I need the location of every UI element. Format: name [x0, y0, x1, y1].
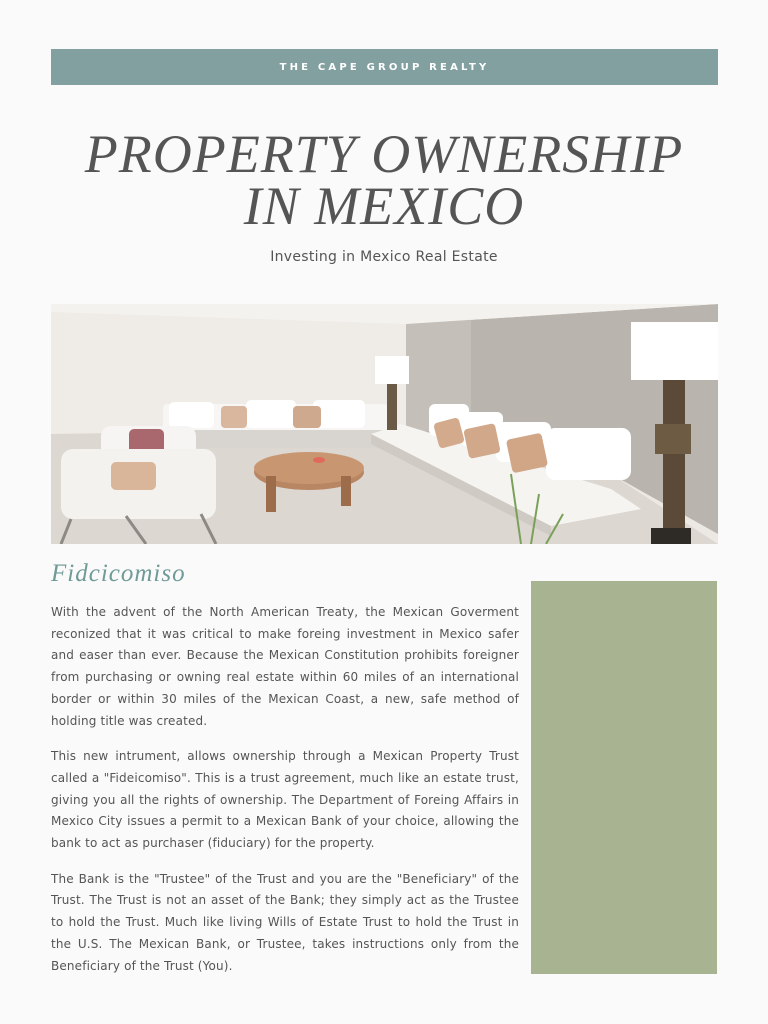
- sidebar-color-block: [531, 581, 717, 974]
- paragraph-1: With the advent of the North American Treaty, the Mexican Goverment reconized that it was critical to make foreing investment in Mexico safer and easer than ever. Because the Mexican Constitution prohibits foreigner from purchasing or owning real estate within 60 miles of an international border or within 30 miles of the Mexican Coast, a new, safe method of holding title was created.: [51, 605, 519, 728]
- section-body: [51, 602, 519, 991]
- page-title-line-2: IN MEXICO: [243, 176, 525, 236]
- section-heading: Fidcicomiso: [51, 560, 186, 587]
- paragraph-2: This new intrument, allows ownership through a Mexican Property Trust called a "Fideicomiso". This is a trust agreement, much like an estate trust, giving you all the rights of ownership. The Department of Foreing Affairs in Mexico City issues a permit to a Mexican Bank of your choice, allowing the bank to act as purchaser (fiduciary) for the property.: [51, 749, 519, 851]
- page-subtitle: Investing in Mexico Real Estate: [270, 249, 498, 265]
- header-banner: [51, 49, 718, 85]
- page-title-line-1: PROPERTY OWNERSHIP: [84, 124, 684, 184]
- page-title: [0, 124, 768, 236]
- living-room-photo: [51, 304, 718, 544]
- paragraph-3: The Bank is the "Trustee" of the Trust and you are the "Beneficiary" of the Trust. The Trust is not an asset of the Bank; they simply act as the Trustee to hold the Trust. Much like living Wills of Estate Trust to hold the Trust in the U.S. The Mexican Bank, or Trustee, takes instructions only from the Beneficiary of the Trust (You).: [51, 871, 519, 973]
- company-name: THE CAPE GROUP REALTY: [279, 61, 490, 73]
